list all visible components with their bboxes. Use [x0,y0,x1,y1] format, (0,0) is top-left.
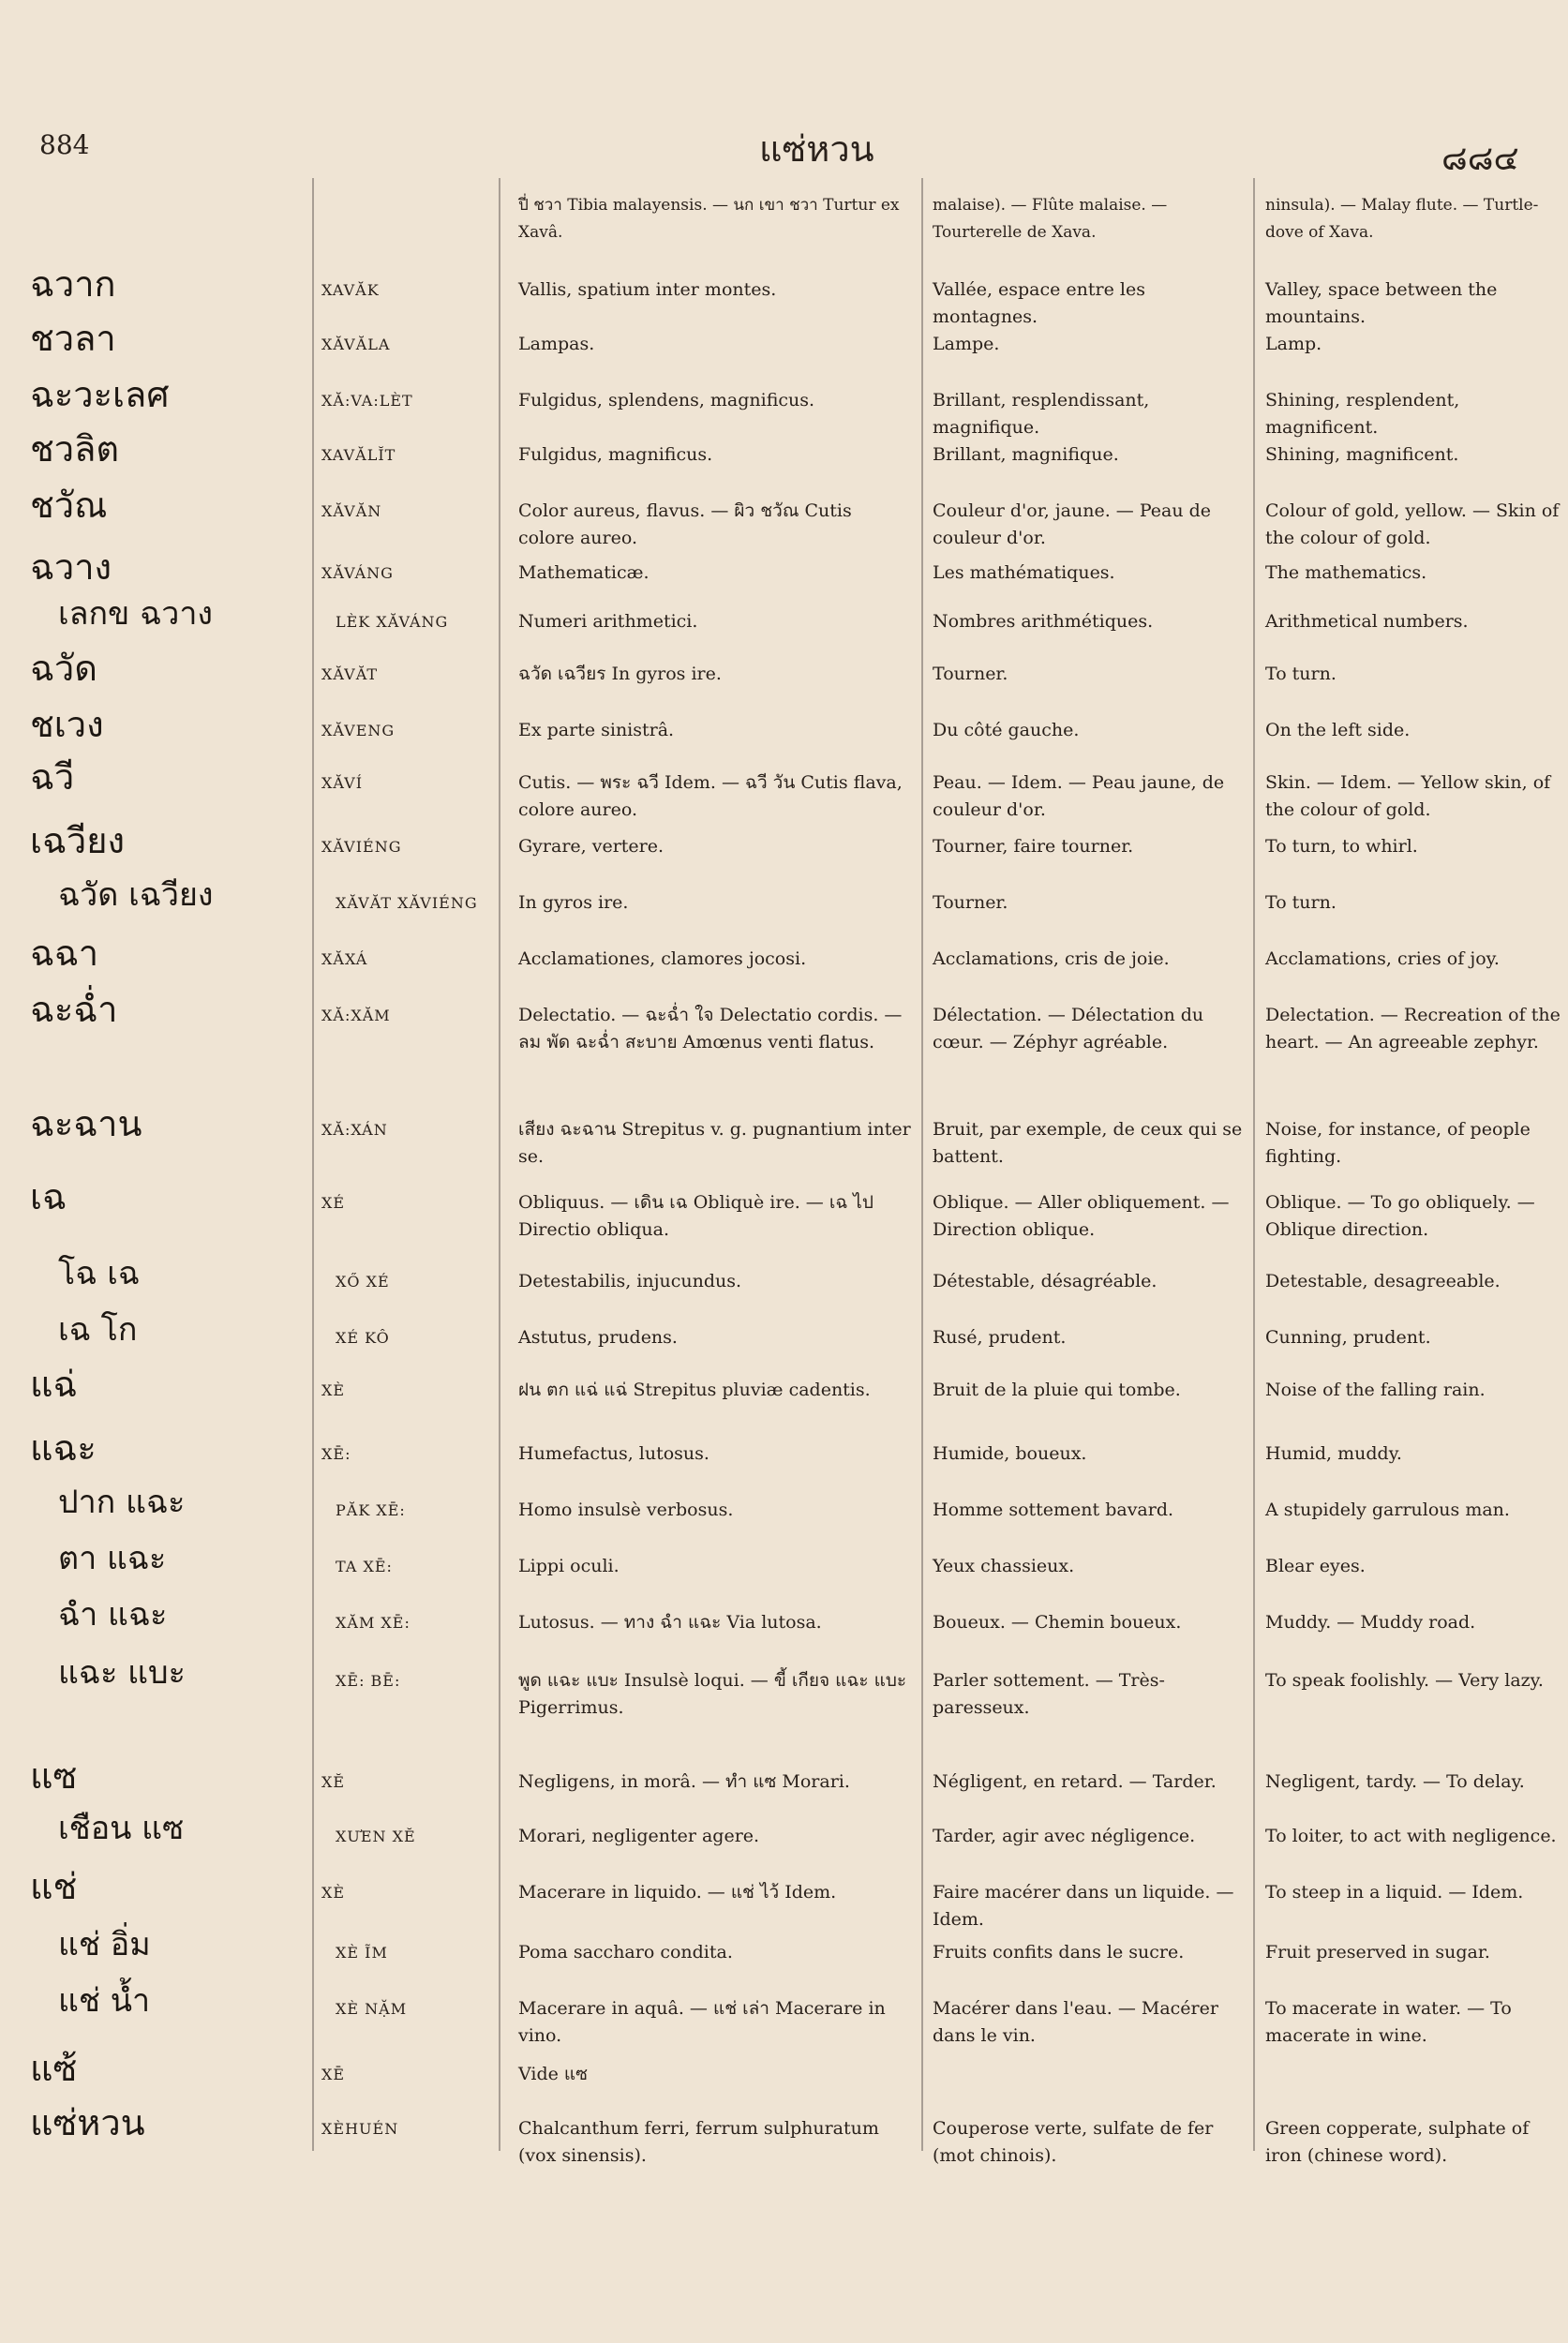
romanization: XĂ:VA:LÈT [321,392,413,410]
romanization: XÉ [321,1194,346,1212]
latin-definition: Macerare in liquido. — แช่ ไว้ Idem. [518,1882,837,1903]
thai-headword: แช่ อิ่ม [58,1926,151,1963]
french-definition: Yeux chassieux. [933,1556,1075,1576]
romanization: XĒ [321,2066,346,2083]
french-definition: Du côté gauche. [933,720,1080,740]
running-head-word: แซ่หวน [759,128,874,170]
romanization: XĂVÍ [321,774,364,792]
english-definition: Green copperate, sulphate of iron (chinese word). [1265,2118,1530,2166]
english-definition: Skin. — Idem. — Yellow skin, of the colour of gold. [1265,772,1551,820]
thai-headword: ปาก แฉะ [58,1484,186,1521]
romanization: PĂK XĒ: [336,1501,406,1519]
thai-headword: ชวลิต [30,428,120,470]
french-definition: Nombres arithmétiques. [933,611,1154,632]
french-definition: Négligent, en retard. — Tarder. [933,1771,1217,1792]
thai-headword: ฉฉา [30,933,99,974]
romanization: XÉ KÔ [336,1329,390,1347]
page-number-left: 884 [39,129,90,160]
french-definition: Bruit, par exemple, de ceux qui se battent. [933,1119,1243,1167]
english-definition: Shining, resplendent, magnificent. [1265,390,1460,438]
page-number-right: ๘๘๔ [1441,140,1519,178]
english-definition: Shining, magnificent. [1265,444,1459,465]
romanization: XĂVĂN [321,502,382,520]
english-definition: Oblique. — To go obliquely. — Oblique direction. [1265,1192,1535,1240]
thai-headword: แช่ [30,1866,78,1907]
latin-definition: Fulgidus, splendens, magnificus. [518,390,815,410]
thai-headword: แฉะ [30,1427,97,1469]
english-definition: Muddy. — Muddy road. [1265,1612,1476,1633]
english-definition: To loiter, to act with negligence. [1265,1826,1557,1846]
latin-definition: Humefactus, lutosus. [518,1443,709,1464]
latin-definition: Cutis. — พระ ฉวี Idem. — ฉวี วัน Cutis flava, colore aureo. [518,772,903,820]
french-definition: Les mathématiques. [933,562,1115,583]
english-definition: Arithmetical numbers. [1265,611,1469,632]
english-definition: To steep in a liquid. — Idem. [1265,1882,1524,1903]
english-definition: Lamp. [1265,334,1322,354]
french-definition: Couperose verte, sulfate de fer (mot chinois). [933,2118,1214,2166]
thai-headword: ชวลา [30,318,116,359]
romanization: XĔ [321,1773,346,1791]
french-definition: Macérer dans l'eau. — Macérer dans le vin. [933,1998,1218,2046]
romanization: XAVĂK [321,281,380,299]
romanization: XAVĂLĬT [321,446,396,464]
english-definition: Cunning, prudent. [1265,1327,1431,1348]
latin-definition: Delectatio. — ฉะฉ่ำ ใจ Delectatio cordis. — ลม พัด ฉะฉ่ำ สะบาย Amœnus venti flatus. [518,1005,903,1052]
latin-definition: Morari, negligenter agere. [518,1826,760,1846]
french-definition: Homme sottement bavard. [933,1500,1174,1520]
french-definition: Faire macérer dans un liquide. — Idem. [933,1882,1234,1930]
french-definition: Humide, boueux. [933,1443,1087,1464]
english-definition: Blear eyes. [1265,1556,1366,1576]
romanization: XÈ NẶM [336,2000,408,2018]
romanization: XĂVIÉNG [321,838,402,856]
french-definition: Tourner. [933,664,1008,684]
english-definition: To turn. [1265,664,1337,684]
english-definition: Humid, muddy. [1265,1443,1402,1464]
latin-continuation: ปี่ ชวา Tibia malayensis. — นก เขา ชวา Turtur ex Xavâ. [518,196,900,242]
thai-headword: เลกข ฉวาง [58,595,214,633]
english-definition: Detestable, desagreeable. [1265,1271,1501,1291]
thai-headword: ฉวัด [30,648,97,689]
thai-headword: ฉวาก [30,263,116,305]
french-definition: Délectation. — Délectation du cœur. — Zéphyr agréable. [933,1005,1204,1052]
latin-definition: เสียง ฉะฉาน Strepitus v. g. pugnantium inter se. [518,1119,911,1167]
romanization: XĂVĂLA [321,336,391,353]
latin-definition: Vide แซ [518,2064,589,2084]
latin-definition: Color aureus, flavus. — ผิว ชวัณ Cutis colore aureo. [518,500,852,548]
french-definition: Tourner, faire tourner. [933,836,1134,857]
romanization: XĂVĂT [321,665,379,683]
english-definition: Negligent, tardy. — To delay. [1265,1771,1525,1792]
romanization: XĂ:XĂM [321,1007,391,1024]
french-definition: Brillant, resplendissant, magnifique. [933,390,1150,438]
french-definition: Fruits confits dans le sucre. [933,1942,1185,1962]
romanization: XÈ [321,1884,346,1902]
english-definition: To turn, to whirl. [1265,836,1418,857]
latin-definition: In gyros ire. [518,892,629,913]
latin-definition: Lippi oculi. [518,1556,620,1576]
thai-headword: แซ [30,1755,78,1797]
thai-headword: ฉะวะเลศ [30,374,170,415]
english-definition: On the left side. [1265,720,1411,740]
latin-definition: Astutus, prudens. [518,1327,678,1348]
english-definition: The mathematics. [1265,562,1427,583]
latin-definition: Vallis, spatium inter montes. [518,279,777,300]
french-definition: Bruit de la pluie qui tombe. [933,1380,1181,1400]
french-definition: Rusé, prudent. [933,1327,1067,1348]
latin-definition: ฉวัด เฉวียร In gyros ire. [518,664,722,684]
thai-headword: ฉะฉาน [30,1103,142,1144]
french-definition: Vallée, espace entre les montagnes. [933,279,1145,327]
latin-definition: Lampas. [518,334,595,354]
thai-headword: ฉะฉ่ำ [30,989,118,1030]
romanization: XĂVÁNG [321,564,394,582]
romanization: XĂVĂT XĂVIÉNG [336,894,478,912]
thai-headword: แฉ่ [30,1364,78,1405]
french-definition: Couleur d'or, jaune. — Peau de couleur d'or. [933,500,1212,548]
romanization: TA XĒ: [336,1558,393,1575]
english-definition: Fruit preserved in sugar. [1265,1942,1490,1962]
thai-headword: แช่ น้ำ [58,1982,151,2020]
latin-definition: Numeri arithmetici. [518,611,698,632]
romanization: XĒ: [321,1445,351,1463]
english-definition: To turn. [1265,892,1337,913]
french-definition: Peau. — Idem. — Peau jaune, de couleur d'or. [933,772,1225,820]
thai-headword: ตา แฉะ [58,1540,167,1577]
romanization: LÈK XĂVÁNG [336,613,449,631]
thai-headword: ชวัณ [30,485,108,526]
thai-headword: แซ้ [30,2048,78,2089]
french-definition: Lampe. [933,334,1000,354]
french-definition: Tarder, agir avec négligence. [933,1826,1196,1846]
romanization: XÈ ĨM [336,1944,388,1962]
thai-headword: ฉวัด เฉวียง [58,876,214,914]
romanization: XĂM XĒ: [336,1614,411,1632]
romanization: XĒ: BĒ: [336,1672,401,1690]
romanization: XĂ:XÁN [321,1121,388,1139]
thai-headword: แซ่หวน [30,2102,145,2143]
latin-definition: Macerare in aquâ. — แช่ เล่า Macerare in vino. [518,1998,886,2046]
thai-headword: เฉ [30,1176,67,1217]
romanization: XÈ [321,1381,346,1399]
english-definition: Noise of the falling rain. [1265,1380,1486,1400]
english-definition: Colour of gold, yellow. — Skin of the colour of gold. [1265,500,1560,548]
latin-definition: ฝน ตก แฉ่ แฉ่ Strepitus pluviæ cadentis. [518,1380,871,1400]
english-definition: Acclamations, cries of joy. [1265,948,1500,969]
latin-definition: Chalcanthum ferri, ferrum sulphuratum (vox sinensis). [518,2118,879,2166]
romanization: XÈHUÉN [321,2120,399,2138]
french-definition: Boueux. — Chemin boueux. [933,1612,1182,1633]
french-definition: Acclamations, cris de joie. [933,948,1170,969]
french-continuation: malaise). — Flûte malaise. — Tourterelle de Xava. [933,196,1168,242]
thai-headword: ฉวาง [30,546,112,588]
thai-headword: โฉ เฉ [58,1255,141,1292]
latin-definition: Lutosus. — ทาง ฉำ แฉะ Via lutosa. [518,1612,822,1633]
latin-definition: Acclamationes, clamores jocosi. [518,948,807,969]
english-definition: To macerate in water. — To macerate in wine. [1265,1998,1512,2046]
romanization: XƯEN XĔ [336,1828,416,1845]
english-definition: A stupidely garrulous man. [1265,1500,1510,1520]
english-definition: Noise, for instance, of people fighting. [1265,1119,1531,1167]
thai-headword: แฉะ แบะ [58,1654,186,1692]
french-definition: Oblique. — Aller obliquement. — Direction oblique. [933,1192,1230,1240]
french-definition: Tourner. [933,892,1008,913]
latin-definition: Ex parte sinistrâ. [518,720,675,740]
latin-definition: Poma saccharo condita. [518,1942,733,1962]
french-definition: Détestable, désagréable. [933,1271,1157,1291]
latin-definition: Gyrare, vertere. [518,836,665,857]
latin-definition: Homo insulsè verbosus. [518,1500,734,1520]
latin-definition: Mathematicæ. [518,562,650,583]
latin-definition: Negligens, in morâ. — ทำ แซ Morari. [518,1771,850,1792]
thai-headword: เฉวียง [30,820,126,861]
romanization: XŐ XÉ [336,1273,390,1291]
romanization: XĂVENG [321,722,396,739]
english-continuation: ninsula). — Malay flute. — Turtle-dove of Xava. [1265,196,1539,242]
romanization: XĂXÁ [321,950,368,968]
thai-headword: ฉวี [30,756,75,798]
thai-headword: เฉ โก [58,1311,138,1349]
english-definition: Delectation. — Recreation of the heart. — An agreeable zephyr. [1265,1005,1561,1052]
latin-definition: Detestabilis, injucundus. [518,1271,742,1291]
thai-headword: เชือน แซ [58,1810,185,1847]
thai-headword: ฉำ แฉะ [58,1596,168,1634]
thai-headword: ชเวง [30,704,104,745]
english-definition: To speak foolishly. — Very lazy. [1265,1670,1544,1691]
latin-definition: Obliquus. — เดิน เฉ Obliquè ire. — เฉ ไป Directio obliqua. [518,1192,874,1240]
english-definition: Valley, space between the mountains. [1265,279,1498,327]
latin-definition: พูด แฉะ แบะ Insulsè loqui. — ขี้ เกียจ แฉะ แบะ Pigerrimus. [518,1670,907,1718]
latin-definition: Fulgidus, magnificus. [518,444,713,465]
french-definition: Parler sottement. — Très-paresseux. [933,1670,1165,1718]
french-definition: Brillant, magnifique. [933,444,1119,465]
